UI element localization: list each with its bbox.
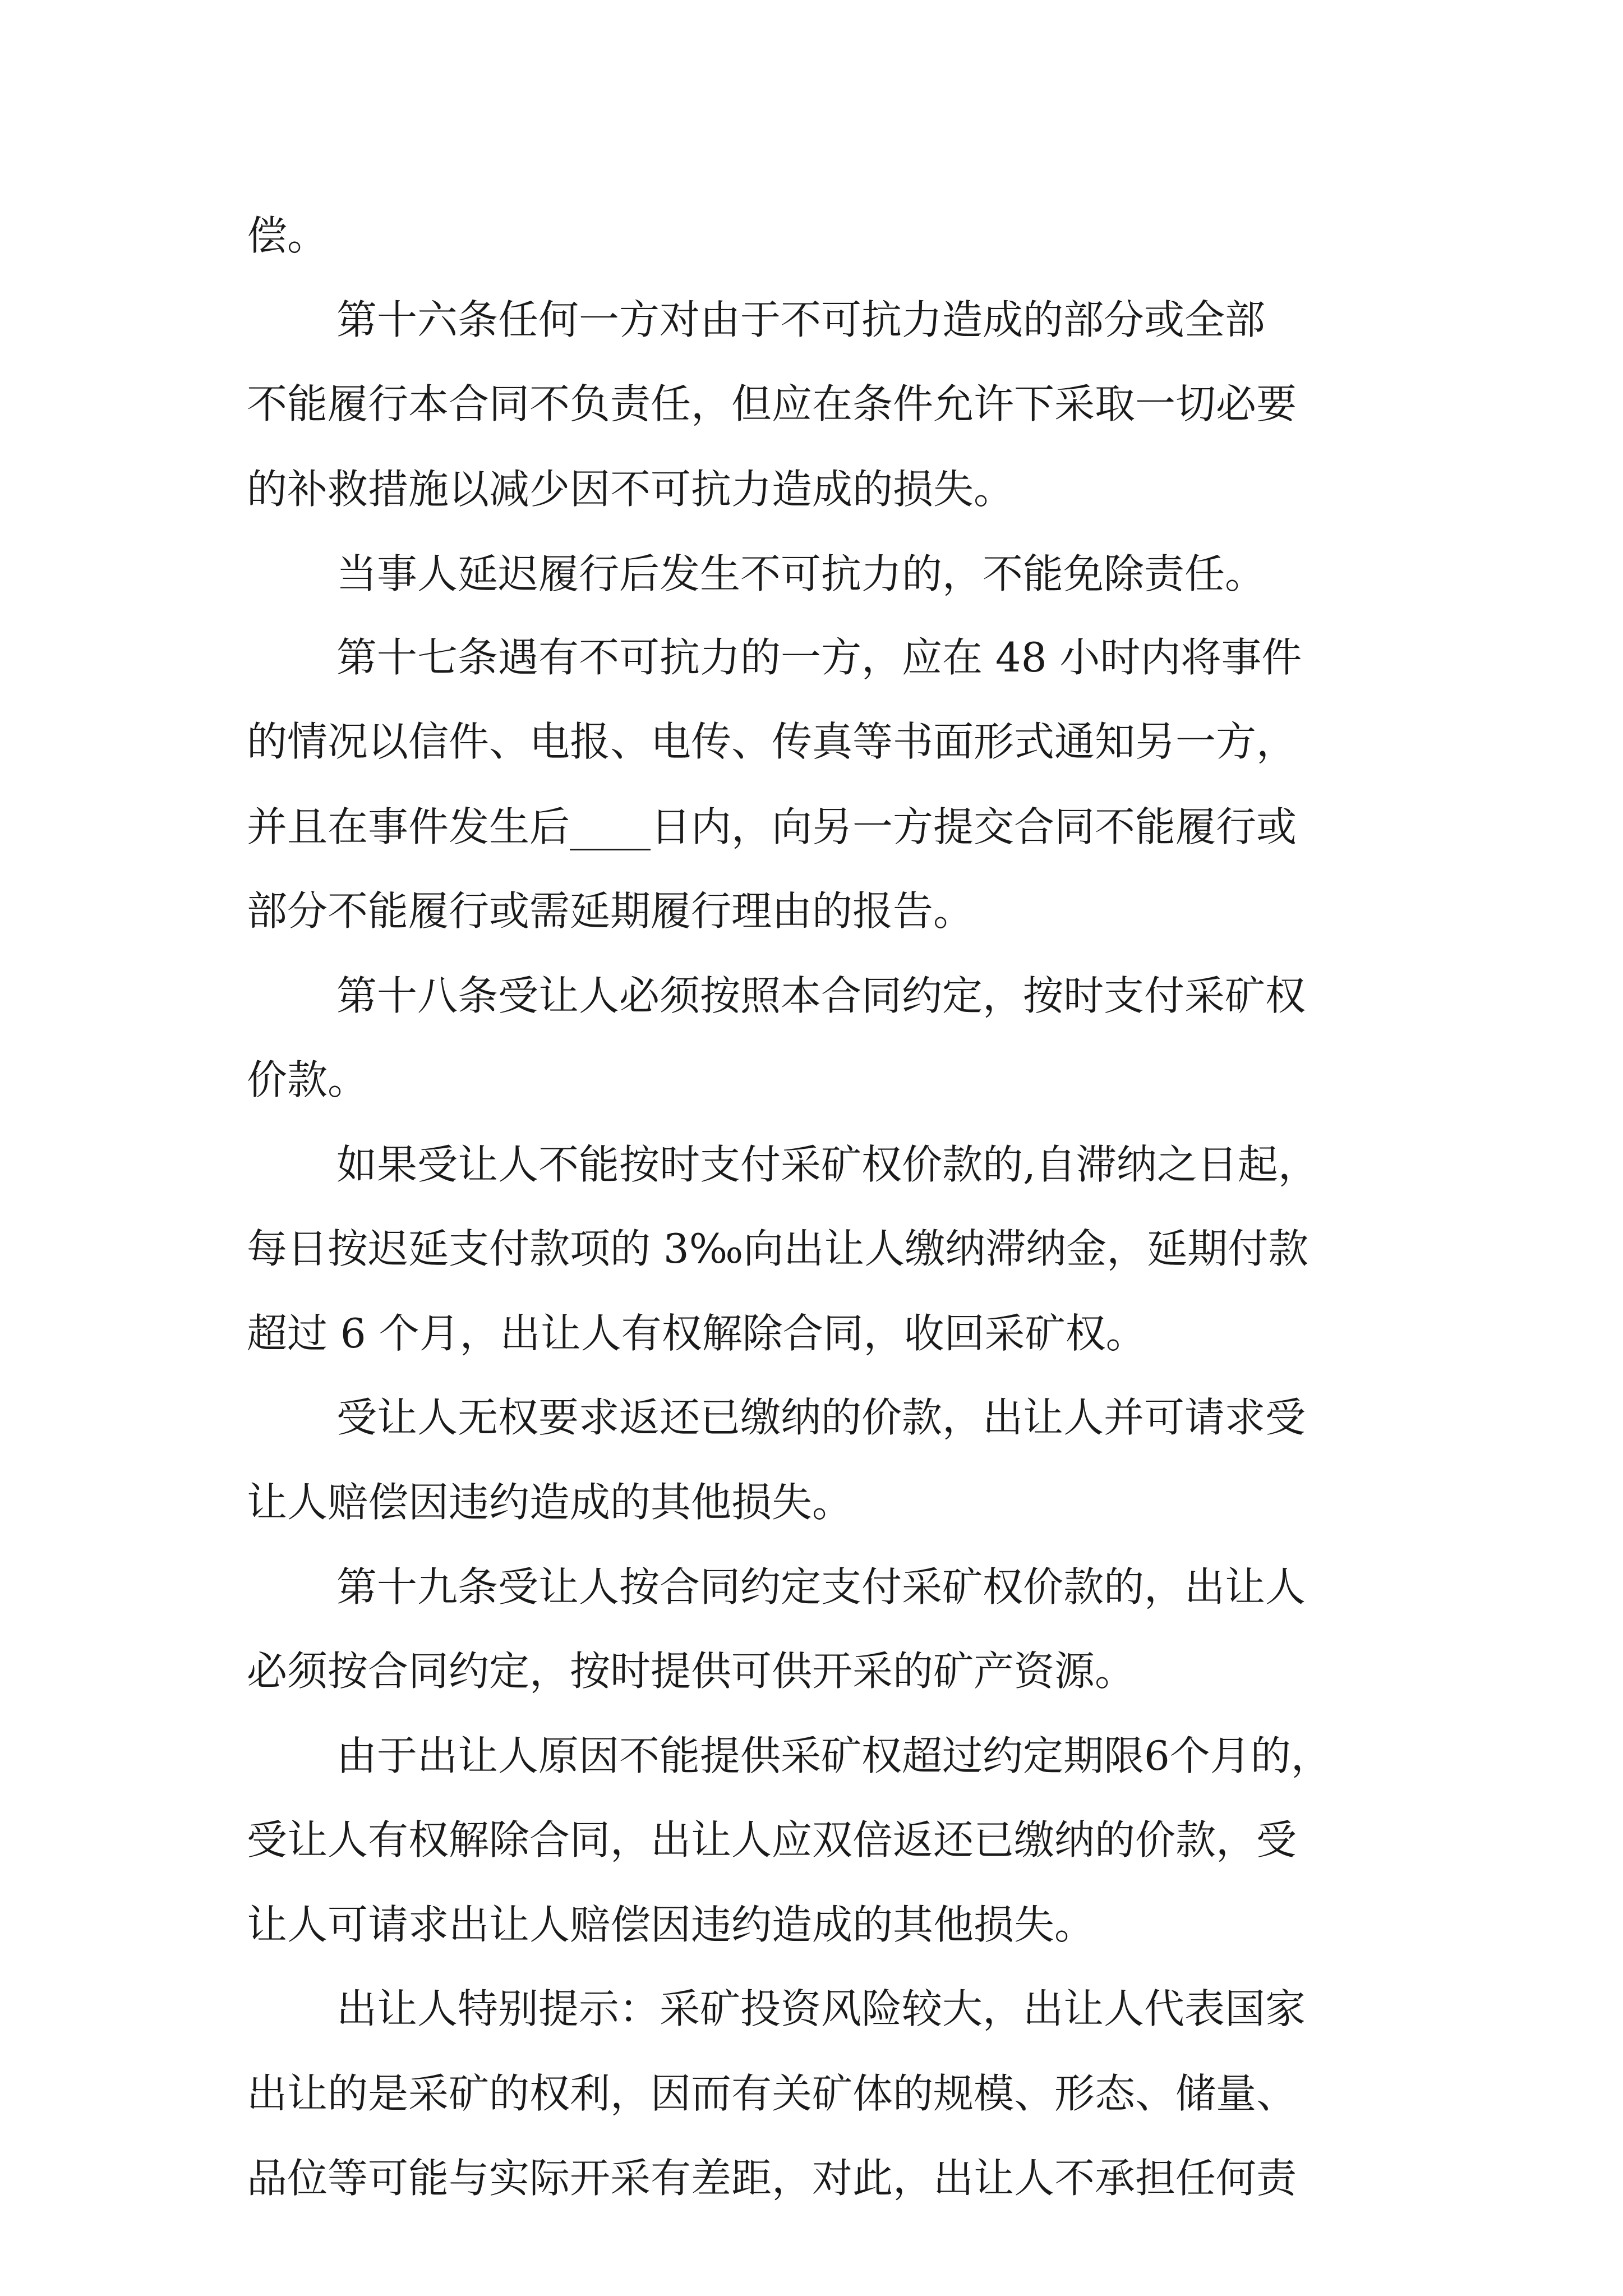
text-line-article-19: 第十九条受让人按合同约定支付采矿权价款的，出让人	[336, 1563, 1306, 1611]
text-line: 部分不能履行或需延期履行理由的报告。	[247, 887, 974, 935]
text-line-article-17: 第十七条遇有不可抗力的一方，应在 48 小时内将事件	[336, 634, 1302, 681]
text-line: 每日按迟延支付款项的 3‰向出让人缴纳滞纳金，延期付款	[247, 1225, 1309, 1272]
text-line: 当事人延迟履行后发生不可抗力的，不能免除责任。	[336, 550, 1266, 597]
text-line: 受让人无权要求返还已缴纳的价款，出让人并可请求受	[336, 1394, 1306, 1441]
text-line: 受让人有权解除合同，出让人应双倍返还已缴纳的价款，受	[247, 1816, 1297, 1864]
text-line: 让人赔偿因违约造成的其他损失。	[247, 1479, 853, 1526]
text-line: 必须按合同约定，按时提供可供开采的矿产资源。	[247, 1648, 1136, 1695]
text-line: 让人可请求出让人赔偿因违约造成的其他损失。	[247, 1901, 1095, 1948]
text-line-article-16: 第十六条任何一方对由于不可抗力造成的部分或全部	[336, 296, 1266, 343]
text-line-article-18: 第十八条受让人必须按照本合同约定，按时支付采矿权	[336, 972, 1306, 1019]
text-line-special-notice: 出让人特别提示：采矿投资风险较大，出让人代表国家	[336, 1985, 1306, 2032]
text-line: 并且在事件发生后____日内，向另一方提交合同不能履行或	[247, 803, 1297, 850]
text-line: 的补救措施以减少因不可抗力造成的损失。	[247, 466, 1015, 513]
text-line: 由于出让人原因不能提供采矿权超过约定期限6个月的，	[336, 1732, 1331, 1779]
text-line: 不能履行本合同不负责任，但应在条件允许下采取一切必要	[247, 380, 1297, 427]
text-line: 的情况以信件、电报、电传、传真等书面形式通知另一方，	[247, 718, 1297, 765]
text-line: 价款。	[247, 1056, 368, 1103]
text-line: 超过 6 个月，出让人有权解除合同，收回采矿权。	[247, 1310, 1146, 1357]
text-line: 偿。	[247, 212, 328, 259]
text-line: 品位等可能与实际开采有差距，对此，出让人不承担任何责	[247, 2155, 1297, 2202]
text-line: 出让的是采矿的权利，因而有关矿体的规模、形态、储量、	[247, 2070, 1297, 2117]
text-line: 如果受让人不能按时支付采矿权价款的,自滞纳之日起，	[336, 1141, 1318, 1188]
